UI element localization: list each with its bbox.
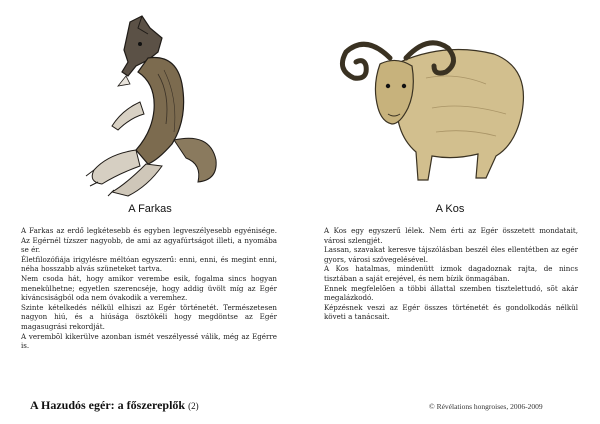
wolf-paragraph: A Farkas az erdő legkétesebb és egyben legveszélyesebb egyénisége. Az Egérnél tízszer nagyobb, de ami az agyafúrtságot illeti, a nyomába se ér. bbox=[21, 226, 277, 255]
ram-illustration bbox=[336, 28, 536, 188]
wolf-paragraph: Szinte kételkedés nélkül elhiszi az Egér történetét. Természetesen nagyon hiú, és a hiúsága ösztökéli hogy megdöntse az Egér magasugrási rekordját. bbox=[21, 302, 277, 331]
copyright-notice: © Révélations hongroises, 2006-2009 bbox=[429, 402, 543, 411]
page-number: (2) bbox=[188, 401, 199, 411]
footer-title bbox=[30, 398, 199, 413]
ram-paragraph: Képzésnek veszi az Egér összes történetét és gondolkodás nélkül követi a tanácsait. bbox=[324, 302, 578, 322]
wolf-caption: A Farkas bbox=[128, 203, 172, 215]
wolf-paragraph: Nem csoda hát, hogy amikor verembe esik, fogalma sincs hogyan menekülhetne; egyetlen szerencséje, hogy addig üvölt míg az Egér kíváncsiságból oda nem óvakodik a veremhez. bbox=[21, 273, 277, 303]
right-column bbox=[300, 0, 600, 390]
wolf-description bbox=[21, 226, 277, 351]
ram-caption: A Kos bbox=[435, 203, 465, 215]
wolf-illustration bbox=[78, 14, 228, 199]
ram-paragraph: A Kos hatalmas, mindenütt izmok dagadoznak rajta, de nincs tisztában a saját erejével, és nem bízik önmagában. bbox=[324, 264, 578, 283]
footer-title-text: A Hazudós egér: a főszereplők bbox=[30, 398, 186, 412]
left-column bbox=[0, 0, 300, 390]
ram-paragraph: Lassan, szavakat keresve tájszólásban beszél éles ellentétben az egér gyors, városi szövegelésével. bbox=[324, 245, 578, 264]
wolf-paragraph: A verembõl kikerülve azonban ismét veszélyessé válik, még az Egérre is. bbox=[21, 331, 277, 351]
ram-description bbox=[324, 226, 578, 322]
ram-paragraph: Ennek megfelelõen a többi állattal szemben tisztelettudó, sõt akár megalázkodó. bbox=[324, 283, 578, 303]
wolf-paragraph: Életfilozófiája irigylésre méltóan egyszerű: enni, enni, és megint enni, néha hosszabb alvás szüneteket tartva. bbox=[21, 254, 277, 274]
ram-paragraph: A Kos egy egyszerű lélek. Nem érti az Egér összetett mondatait, városi szlengjét. bbox=[324, 226, 578, 245]
